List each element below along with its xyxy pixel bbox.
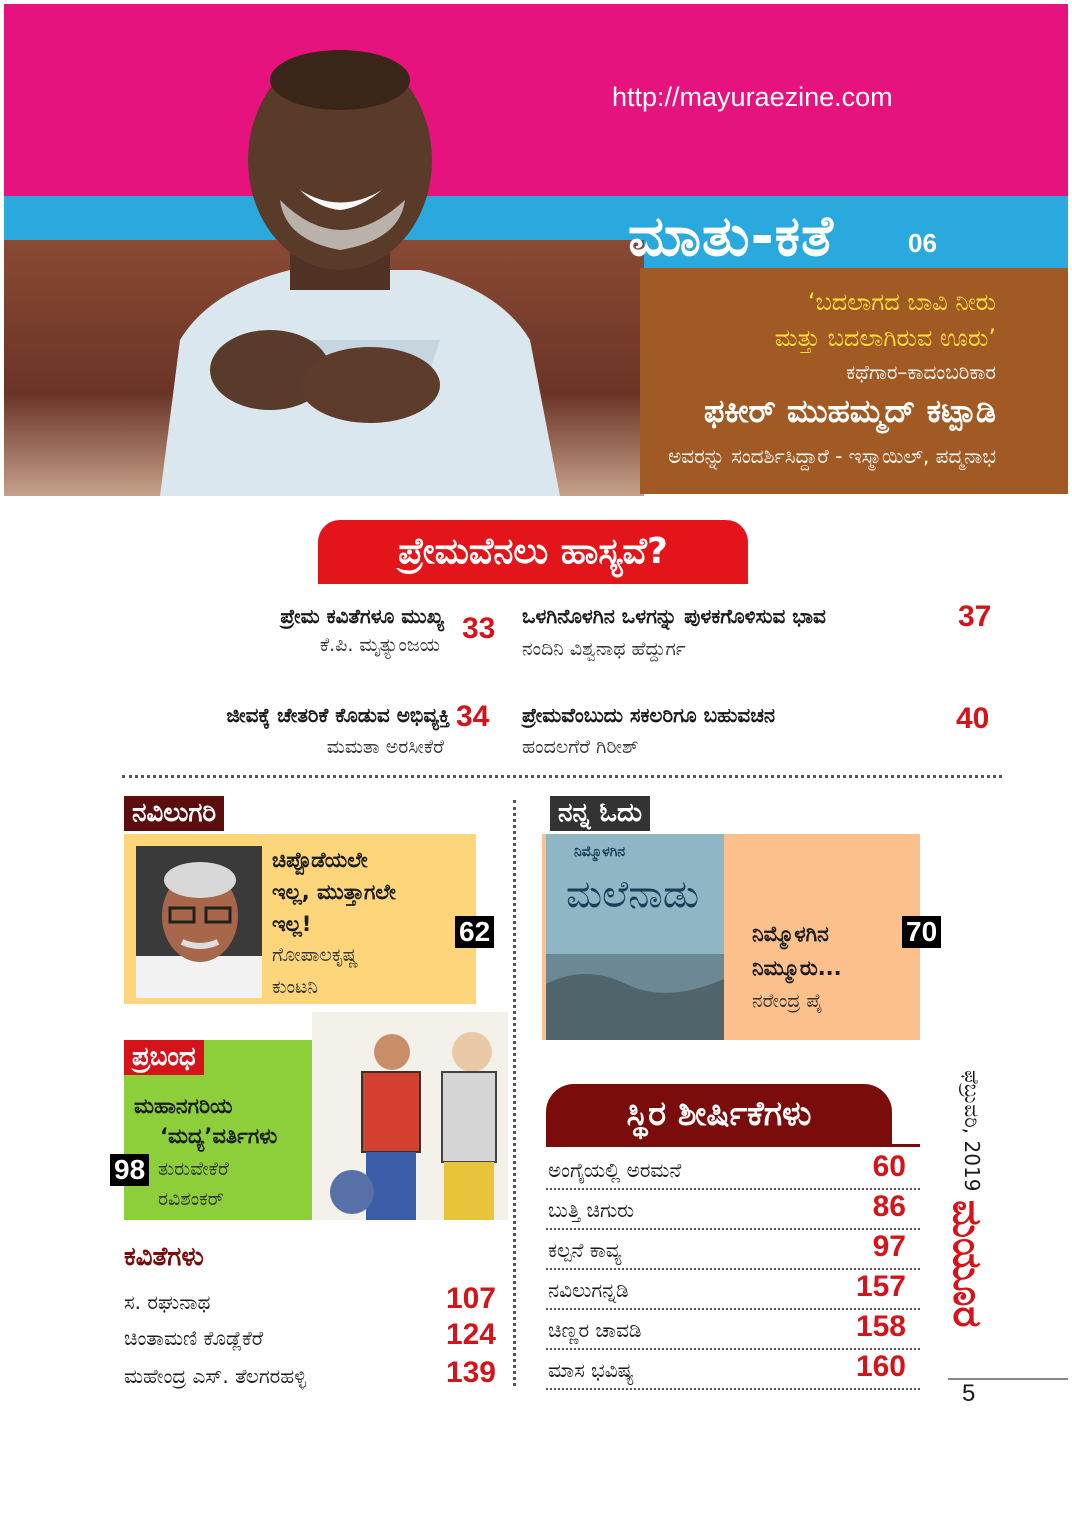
prabandha-page-number[interactable]: 98: [110, 1154, 149, 1186]
poem-row[interactable]: [124, 1356, 496, 1392]
website-url[interactable]: http://mayuraezine.com: [612, 82, 893, 112]
column-name: ಕಲ್ಪನೆ ಕಾವ್ಯ: [548, 1238, 622, 1262]
nanna-odu-author: ನರೇಂದ್ರ ಪೈ: [752, 990, 823, 1012]
column-name: ಮಾಸ ಭವಿಷ್ಯ: [548, 1358, 634, 1382]
feature-interviewers: ಅವರನ್ನು ಸಂದರ್ಶಿಸಿದ್ದಾರೆ - ಇಸ್ಮಾಯಿಲ್, ಪದ್ಮನಾಭ: [668, 444, 996, 468]
article-page-number[interactable]: 33: [462, 612, 496, 645]
prabandha-title-line2[interactable]: ‘ಮದ್ಯ’ವರ್ತಿಗಳು: [160, 1124, 278, 1148]
book-cover: [546, 834, 724, 1040]
navilugari-author-line1: ಗೋಪಾಲಕೃಷ್ಣ: [272, 944, 359, 966]
feature-subtitle: ಕಥೆಗಾರ–ಕಾದಂಬರಿಕಾರ: [846, 360, 996, 384]
issue-date: ಫೆಬ್ರುವರಿ, 2019: [960, 1070, 984, 1192]
article-title[interactable]: ಪ್ರೇಮವೆಂಬುದು ಸಕಲರಿಗೂ ಬಹುವಚನ: [522, 703, 775, 727]
article-author: ನಂದಿನಿ ವಿಶ್ವನಾಥ ಹೆದ್ದುರ್ಗ: [522, 638, 686, 660]
article-page-number[interactable]: 40: [956, 702, 990, 735]
poem-poet: ಚಿಂತಾಮಣಿ ಕೊಡ್ಲೆಕೆರೆ: [124, 1326, 264, 1350]
column-name: ಅಂಗೈಯಲ್ಲಿ ಅರಮನೆ: [548, 1158, 682, 1182]
article-author: ಮಮತಾ ಅರಸೀಕೆರೆ: [326, 736, 444, 758]
poem-row[interactable]: [124, 1318, 496, 1354]
poem-poet: ಮಹೇಂದ್ರ ಎಸ್. ತೆಲಗರಹಳ್ಳಿ: [124, 1364, 307, 1388]
column-page-number[interactable]: 97: [872, 1230, 906, 1263]
feature-headline-line2: ಮತ್ತು ಬದಲಾಗಿರುವ ಊರು’: [774, 324, 996, 352]
prabandha-author-line1: ತುರುವೇಕೆರೆ: [158, 1158, 229, 1180]
column-page-number[interactable]: 160: [855, 1350, 906, 1383]
article-page-number[interactable]: 37: [958, 600, 992, 633]
feature-interviewee: ಫಕೀರ್ ಮುಹಮ್ಮದ್ ಕಟ್ಪಾಡಿ: [703, 392, 996, 430]
article-author: ಹಂದಲಗೆರೆ ಗಿರೀಶ್: [522, 736, 639, 758]
column-row[interactable]: [546, 1310, 920, 1350]
section-divider: [122, 775, 1002, 778]
issue-date-vertical: [948, 1070, 988, 1200]
article-title[interactable]: ಜೀವಕ್ಕೆ ಚೇತರಿಕೆ ಕೊಡುವ ಅಭಿವ್ಯಕ್ತಿ: [226, 703, 450, 727]
navilugari-label: ನವಿಲುಗರಿ: [124, 796, 224, 831]
cartoon-illustration: [312, 1012, 508, 1220]
kavitegalu-heading: ಕವಿತೆಗಳು: [124, 1242, 204, 1272]
feature-headline-line1: ‘ಬದಲಾಗದ ಬಾವಿ ನೀರು: [807, 288, 996, 316]
book-cover-title: ಮಲೆನಾಡು: [566, 872, 700, 916]
article-page-number[interactable]: 34: [456, 700, 490, 733]
section-title-sthira: ಸ್ಥಿರ ಶೀರ್ಷಿಕೆಗಳು: [546, 1084, 892, 1144]
column-name: ಚಿಣ್ಣರ ಚಾವಡಿ: [548, 1318, 642, 1342]
navilugari-title-line1[interactable]: ಚಿಪ್ಪೊಡೆಯಲೇ: [272, 848, 368, 872]
article-author: ಕೆ.ಪಿ. ಮೃತ್ಯುಂಜಯ: [319, 634, 440, 656]
book-cover-subtitle: ನಿಮ್ಮೊಳಗಿನ: [574, 844, 626, 860]
column-page-number[interactable]: 60: [872, 1150, 906, 1183]
nanna-odu-title-line2[interactable]: ನಿಮ್ಮೂರು...: [752, 956, 842, 980]
navilugari-title-line2[interactable]: ಇಲ್ಲ, ಮುತ್ತಾಗಲೇ: [272, 880, 396, 904]
poem-poet: ಸ. ರಘುನಾಥ: [124, 1290, 211, 1314]
poem-page-number[interactable]: 107: [445, 1282, 496, 1315]
column-row[interactable]: [546, 1350, 920, 1390]
navilugari-title-line3[interactable]: ಇಲ್ಲ!: [272, 912, 312, 936]
column-name: ನವಿಲುಗನ್ನಡಿ: [548, 1278, 629, 1302]
poem-page-number[interactable]: 139: [445, 1356, 496, 1389]
prabandha-author-line2: ರವಿಶಂಕರ್: [158, 1188, 224, 1210]
poem-row[interactable]: [124, 1282, 496, 1318]
prabandha-label: ಪ್ರಬಂಧ: [124, 1040, 204, 1075]
column-page-number[interactable]: 86: [872, 1190, 906, 1223]
feature-title: ಮಾತು-ಕತೆ: [628, 204, 834, 269]
nanna-odu-label: ನನ್ನ ಓದು: [550, 796, 650, 831]
column-row[interactable]: [546, 1230, 920, 1270]
magazine-logo: ಮಯೂರ: [944, 1200, 990, 1328]
navilugari-author-line2: ಕುಂಟನಿ: [272, 976, 318, 998]
poem-page-number[interactable]: 124: [445, 1318, 496, 1351]
prabandha-title-line1[interactable]: ಮಹಾನಗರಿಯ: [134, 1094, 233, 1118]
column-row[interactable]: [546, 1190, 920, 1230]
nanna-odu-page-number[interactable]: 70: [902, 916, 941, 948]
nanna-odu-title-line1[interactable]: ನಿಮ್ಮೊಳಗಿನ: [752, 922, 829, 946]
column-row[interactable]: [546, 1150, 920, 1190]
column-divider: [513, 800, 516, 1386]
column-page-number[interactable]: 158: [855, 1310, 906, 1343]
magazine-logo-vertical: [940, 1200, 996, 1350]
section-title-prema: ಪ್ರೇಮವೆನಲು ಹಾಸ್ಯವೆ?: [318, 520, 748, 584]
article-title[interactable]: ಒಳಗಿನೊಳಗಿನ ಒಳಗನ್ನು ಪುಳಕಗೊಳಿಸುವ ಭಾವ: [522, 604, 826, 628]
feature-page-number: 06: [908, 228, 937, 258]
column-row[interactable]: [546, 1270, 920, 1310]
author-photo: [136, 846, 262, 998]
navilugari-page-number[interactable]: 62: [455, 916, 494, 948]
column-page-number[interactable]: 157: [855, 1270, 906, 1303]
article-title[interactable]: ಪ್ರೇಮ ಕವಿತೆಗಳೂ ಮುಖ್ಯ: [280, 604, 444, 628]
page-number: 5: [962, 1380, 976, 1407]
sthira-rule: [546, 1144, 920, 1147]
interview-photo: [120, 40, 590, 496]
column-name: ಬುತ್ತಿ ಚಿಗುರು: [548, 1198, 635, 1222]
